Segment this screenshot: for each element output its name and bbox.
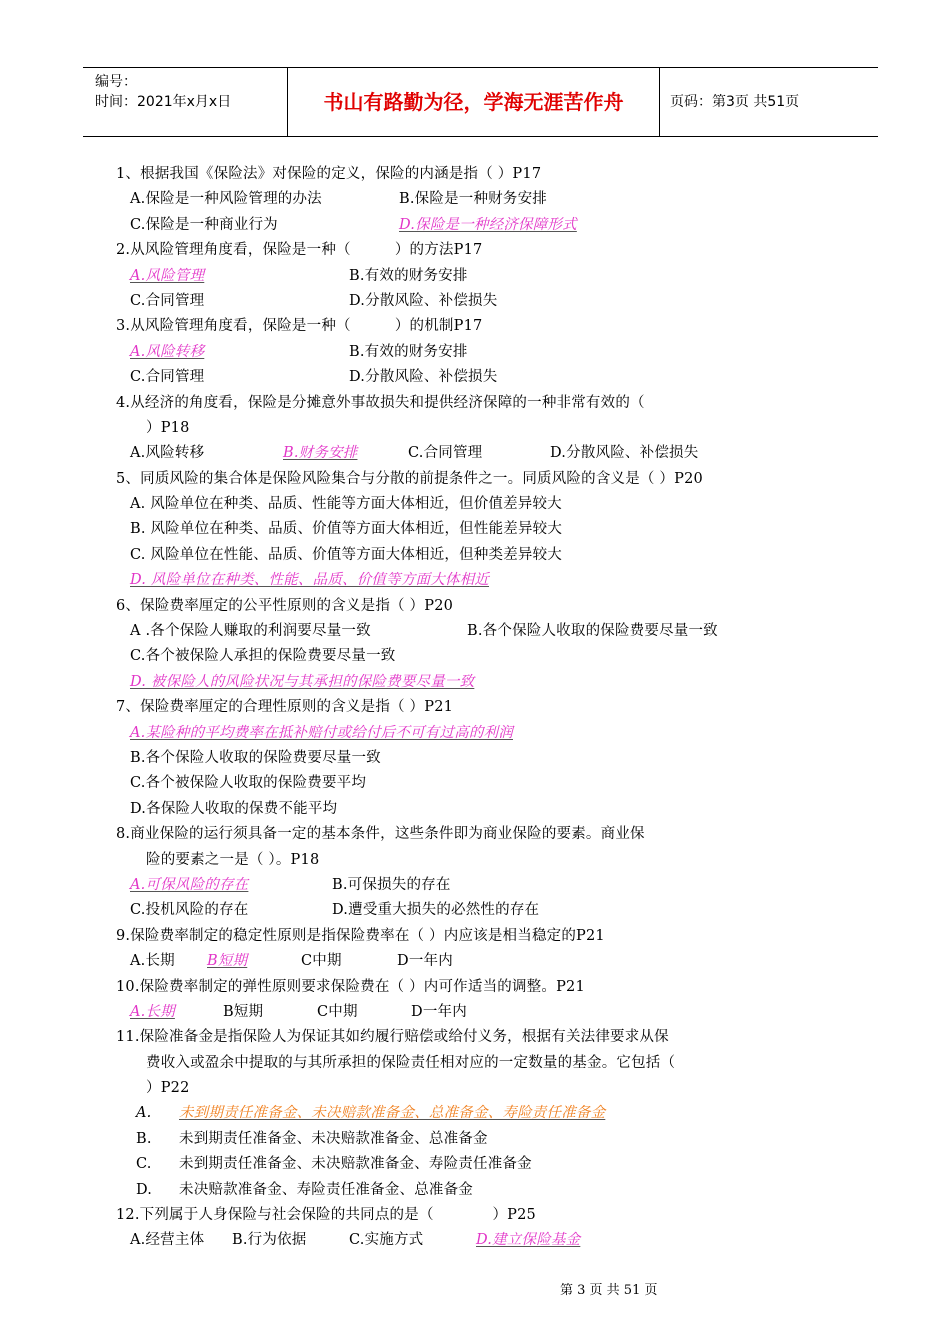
header-motto: 书山有路勤为径，学海无涯苦作舟 [287, 68, 660, 136]
header-meta [83, 68, 287, 136]
option-row [116, 1000, 836, 1025]
option-row [116, 1228, 836, 1253]
option-a-answer: A.可保风险的存在 [130, 876, 249, 893]
option-b: B.有效的财务安排 [349, 267, 468, 284]
option-b: B.各个保险人收取的保险费要尽量一致 [467, 623, 718, 640]
option-c: C.各个被保险人收取的保险费要平均 [130, 775, 367, 792]
option-d: D.分散风险、补偿损失 [349, 369, 498, 386]
option-c: C.保险是一种商业行为 [130, 216, 278, 233]
option-row [116, 340, 836, 365]
option-row [116, 289, 836, 314]
option-d-row [116, 568, 836, 593]
question-7: 7、保险费率厘定的合理性原则的含义是指（ ）P21 [116, 699, 454, 716]
question-12: 12.下列属于人身保险与社会保险的共同点的是（ ）P25 [116, 1207, 536, 1224]
option-row [116, 873, 836, 898]
option-row [116, 1127, 836, 1152]
option-a-label: A. [136, 1105, 152, 1122]
option-row [116, 1101, 836, 1126]
question-list [116, 162, 836, 1254]
question-2: 2.从风险管理角度看，保险是一种（ ）的方法P17 [116, 242, 483, 259]
option-a: A.长期 [130, 953, 175, 970]
question-6: 6、保险费率厘定的公平性原则的含义是指（ ）P20 [116, 597, 454, 614]
header-time: 时间：2021年x月x日 [95, 94, 232, 110]
page-header [83, 67, 878, 137]
option-b: B. 风险单位在种类、品质、价值等方面大体相近，但性能差异较大 [130, 521, 563, 538]
option-row [116, 898, 836, 923]
option-d-answer: D.建立保险基金 [476, 1232, 581, 1249]
option-d: D.各保险人收取的保费不能平均 [130, 800, 338, 817]
option-b: B.行为依据 [232, 1232, 307, 1249]
option-d-answer: D.保险是一种经济保障形式 [399, 216, 577, 233]
question-4-cont: ）P18 [146, 419, 190, 436]
option-c: C.投机风险的存在 [130, 902, 249, 919]
option-a-answer: 未到期责任准备金、未决赔款准备金、总准备金、寿险责任准备金 [179, 1105, 606, 1122]
option-d: D.遭受重大损失的必然性的存在 [332, 902, 540, 919]
option-d-row [116, 670, 836, 695]
option-a-answer: A.长期 [130, 1003, 175, 1020]
question-5: 5、同质风险的集合体是保险风险集合与分散的前提条件之一。同质风险的含义是（ ）P20 [116, 470, 703, 487]
question-8-cont: 险的要素之一是（ ）。P18 [146, 851, 320, 868]
option-d: D.分散风险、补偿损失 [550, 445, 699, 462]
option-c: C.各个被保险人承担的保险费要尽量一致 [130, 648, 396, 665]
question-1: 1、根据我国《保险法》对保险的定义，保险的内涵是指（ ）P17 [116, 166, 542, 182]
option-d-label: D. [136, 1181, 153, 1198]
option-c: C中期 [301, 953, 342, 970]
option-d-answer: D. 风险单位在种类、性能、品质、价值等方面大体相近 [130, 572, 490, 589]
question-11-cont: 费收入或盈余中提取的与其所承担的保险责任相对应的一定数量的基金。它包括（ [146, 1054, 676, 1071]
option-c: 未到期责任准备金、未决赔款准备金、寿险责任准备金 [179, 1156, 532, 1173]
option-d: D一年内 [397, 953, 453, 970]
option-b: 未到期责任准备金、未决赔款准备金、总准备金 [179, 1130, 488, 1147]
option-d: D一年内 [411, 1003, 467, 1020]
option-d: 未决赔款准备金、寿险责任准备金、总准备金 [179, 1181, 473, 1198]
option-c: C.实施方式 [349, 1232, 424, 1249]
question-11-cont: ）P22 [146, 1080, 190, 1097]
option-a: A .各个保险人赚取的利润要尽量一致 [130, 623, 371, 640]
question-9: 9.保险费率制定的稳定性原则是指保险费率在（ ）内应该是相当稳定的P21 [116, 927, 605, 944]
option-a-answer: A.风险转移 [130, 343, 205, 360]
option-c-label: C. [136, 1156, 152, 1173]
option-a: A. 风险单位在种类、品质、性能等方面大体相近，但价值差异较大 [130, 496, 562, 513]
option-a-answer: A.某险种的平均费率在抵补赔付或给付后不可有过高的利润 [130, 724, 513, 741]
option-c: C.合同管理 [130, 369, 205, 386]
option-b: B.保险是一种财务安排 [399, 191, 547, 208]
option-d: D.分散风险、补偿损失 [349, 292, 498, 309]
question-8: 8.商业保险的运行须具备一定的基本条件，这些条件即为商业保险的要素。商业保 [116, 826, 645, 843]
option-c: C. 风险单位在性能、品质、价值等方面大体相近，但种类差异较大 [130, 546, 562, 563]
option-b: B.各个保险人收取的保险费要尽量一致 [130, 749, 381, 766]
option-c: C.合同管理 [408, 445, 483, 462]
option-d-answer: D. 被保险人的风险状况与其承担的保险费要尽量一致 [130, 673, 475, 690]
question-10: 10.保险费率制定的弹性原则要求保险费在（ ）内可作适当的调整。P21 [116, 978, 585, 995]
option-a: A.保险是一种风险管理的办法 [130, 191, 322, 208]
option-row [116, 264, 836, 289]
option-row [116, 441, 836, 466]
question-11: 11.保险准备金是指保险人为保证其如约履行赔偿或给付义务，根据有关法律要求从保 [116, 1029, 669, 1046]
header-pagecode: 页码：第3页 共51页 [670, 94, 800, 110]
option-a: A.经营主体 [130, 1232, 205, 1249]
option-b-label: B. [136, 1130, 152, 1147]
page-footer: 第 3 页 共 51 页 [560, 1283, 658, 1298]
option-a-answer: A.风险管理 [130, 267, 205, 284]
option-b: B短期 [223, 1003, 264, 1020]
header-bianhao: 编号： [95, 74, 137, 90]
option-row [116, 365, 836, 390]
option-row [116, 213, 836, 238]
option-b-answer: B.财务安排 [283, 445, 358, 462]
option-a: A.风险转移 [130, 445, 205, 462]
option-row [116, 1178, 836, 1203]
option-c: C中期 [317, 1003, 358, 1020]
option-row [116, 949, 836, 974]
question-4: 4.从经济的角度看，保险是分摊意外事故损失和提供经济保障的一种非常有效的（ [116, 394, 645, 411]
option-b: B.有效的财务安排 [349, 343, 468, 360]
option-row [116, 1152, 836, 1177]
option-a-row [116, 721, 836, 746]
question-3: 3.从风险管理角度看，保险是一种（ ）的机制P17 [116, 318, 483, 335]
option-c: C.合同管理 [130, 292, 205, 309]
option-b-answer: B短期 [207, 953, 248, 970]
option-row [116, 187, 836, 212]
option-b: B.可保损失的存在 [332, 876, 451, 893]
option-row [116, 619, 836, 644]
